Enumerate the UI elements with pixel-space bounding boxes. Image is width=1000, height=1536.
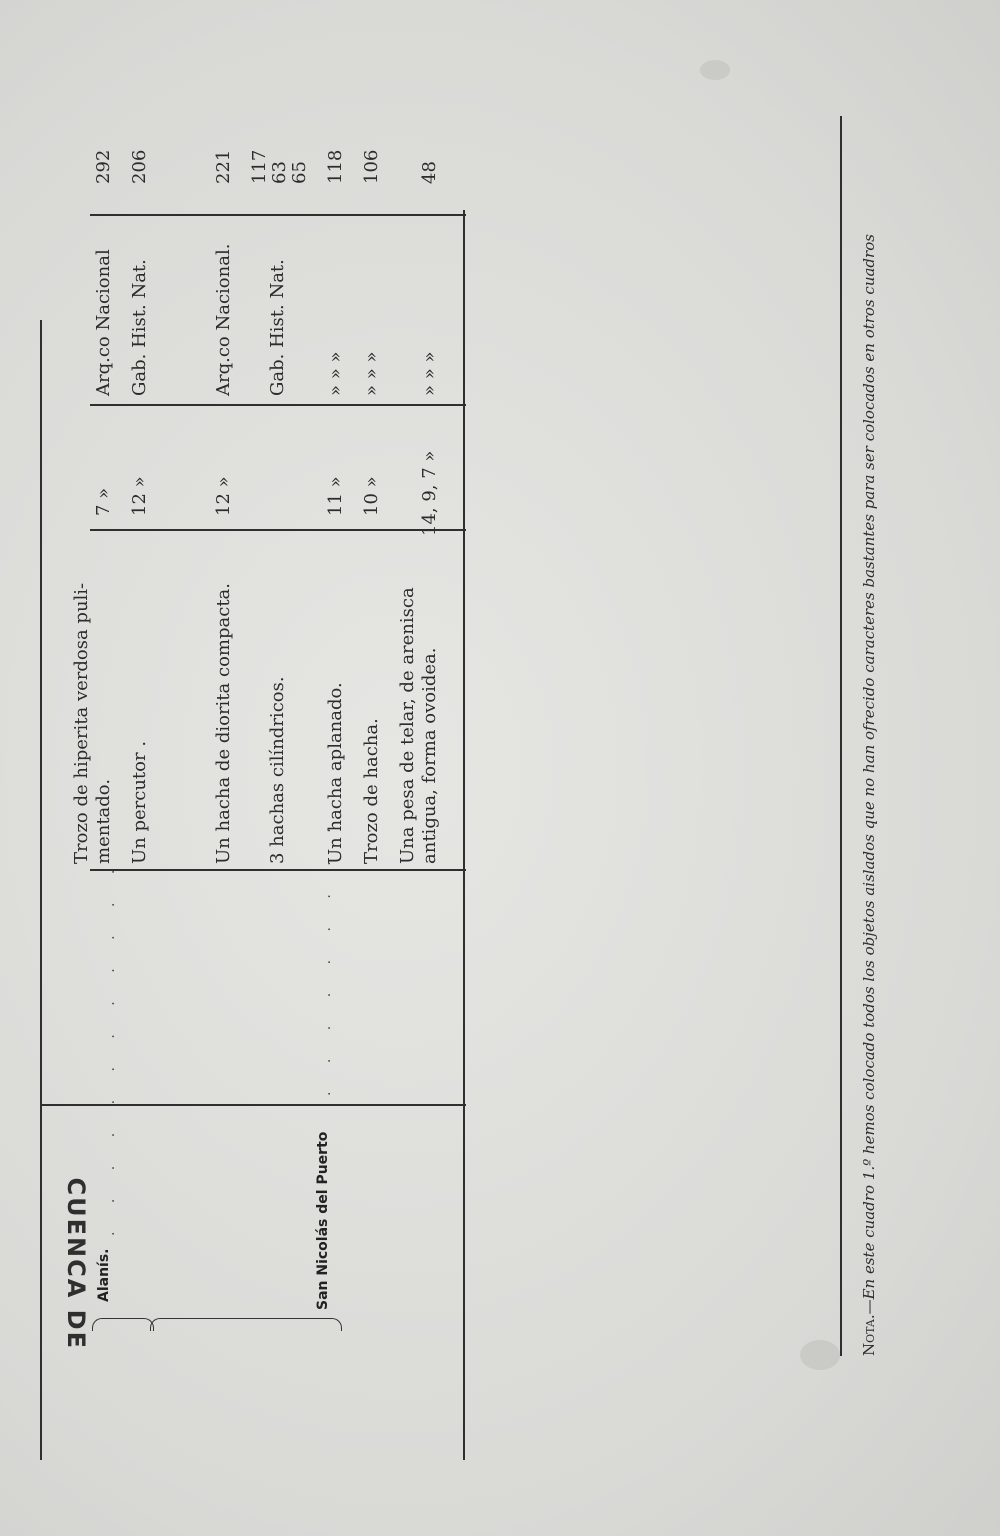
col-divider bbox=[90, 870, 466, 872]
region-label: CUENCA DE bbox=[62, 1177, 90, 1350]
location: Arq.co Nacional. bbox=[213, 243, 234, 396]
catalog-number: 206 bbox=[129, 149, 150, 184]
location: Gab. Hist. Nat. bbox=[129, 259, 150, 396]
footnote bbox=[860, 234, 878, 1356]
object-line: Un hacha de diorita compacta. bbox=[213, 582, 234, 864]
location: Arq.co Nacional bbox=[93, 249, 114, 396]
brace bbox=[150, 1318, 342, 1331]
col-divider bbox=[90, 405, 466, 407]
catalog-number: 292 bbox=[93, 149, 114, 184]
table-bottom-rule bbox=[463, 210, 465, 1460]
place-san-nicolas: San Nicolás del Puerto bbox=[315, 1131, 331, 1310]
leader-dots: . . . . . . . . . bbox=[318, 816, 334, 1096]
object-line: Un hacha aplanado. bbox=[325, 682, 346, 864]
col-divider bbox=[90, 215, 466, 217]
brace bbox=[92, 1318, 154, 1331]
footnote-text: —En este cuadro 1.º hemos colocado todos los objetos aislados que no han ofrecido caracteres bastantes para ser colocados en otros cuadros bbox=[860, 234, 878, 1315]
measure: 12 » bbox=[213, 476, 234, 516]
object-line: Un percutor . bbox=[129, 740, 150, 864]
measure: 12 » bbox=[129, 476, 150, 516]
location: » » » bbox=[325, 351, 346, 396]
footnote-lead: Nota. bbox=[860, 1314, 878, 1356]
object-line: Una pesa de telar, de arenisca bbox=[397, 587, 418, 864]
catalog-number: 221 bbox=[213, 149, 234, 184]
object-line: antigua, forma ovoidea. bbox=[419, 647, 440, 864]
catalog-number: 117 63 65 bbox=[249, 149, 310, 184]
note-rule bbox=[840, 116, 842, 1356]
object-line: 3 hachas cilíndricos. bbox=[267, 676, 288, 864]
object-line: Trozo de hiperita verdosa puli- bbox=[71, 582, 92, 864]
location: » » » bbox=[361, 351, 382, 396]
object-line: Trozo de hacha. bbox=[361, 718, 382, 864]
leader-dots: . . . . . . . . . . . . bbox=[102, 857, 118, 1236]
col-divider bbox=[90, 530, 466, 532]
measure: 14, 9, 7 » bbox=[419, 450, 440, 536]
location: » » » bbox=[419, 351, 440, 396]
catalog-number: 118 bbox=[325, 149, 346, 184]
location: Gab. Hist. Nat. bbox=[267, 259, 288, 396]
measure: 10 » bbox=[361, 476, 382, 516]
place-alanis: Alanís. bbox=[96, 1248, 112, 1302]
measure: 7 » bbox=[93, 487, 114, 516]
catalog-number: 48 bbox=[419, 161, 440, 184]
object-line: mentado. bbox=[93, 778, 114, 864]
catalog-number: 106 bbox=[361, 149, 382, 184]
measure: 11 » bbox=[325, 476, 346, 516]
table-top-rule bbox=[40, 320, 42, 1460]
